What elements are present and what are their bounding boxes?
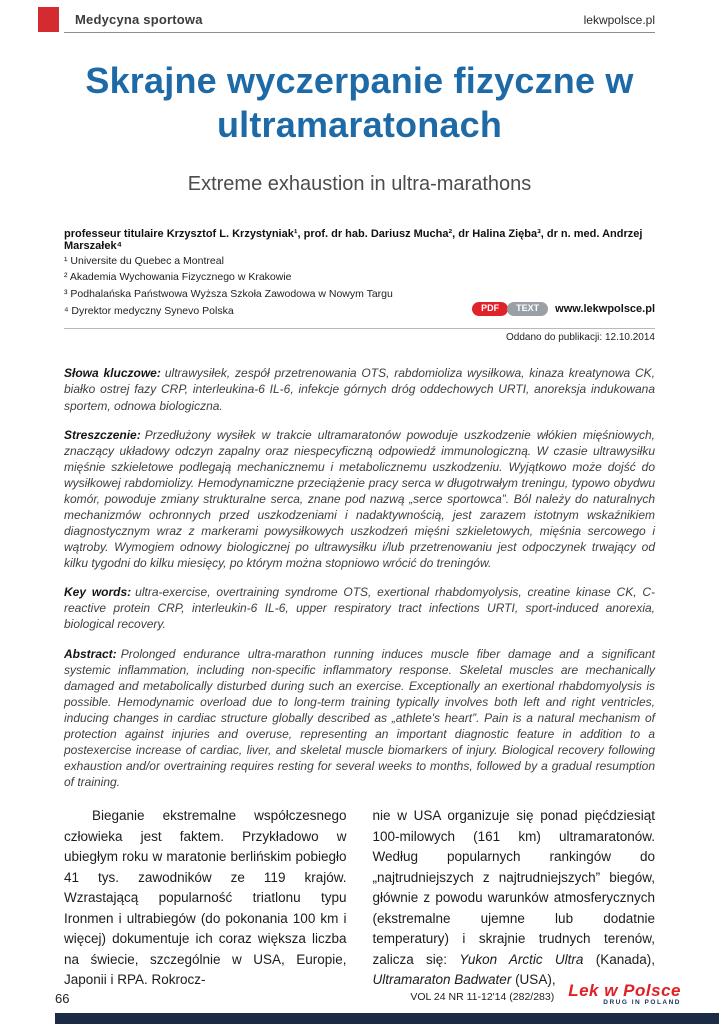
authors-block	[64, 228, 655, 319]
body-text-segment-italic: Yukon Arctic Ultra	[459, 951, 584, 967]
page-footer	[55, 982, 681, 1007]
site-link[interactable]: lekwpolsce.pl	[583, 13, 655, 27]
header-divider	[64, 32, 655, 33]
submission-date: Oddano do publikacji: 12.10.2014	[505, 332, 655, 344]
brand-red-square	[38, 7, 59, 32]
text-badge[interactable]: TEXT	[507, 302, 548, 316]
affiliation-1: ¹ Universite du Quebec a Montreal	[64, 254, 224, 267]
keywords-pl	[64, 365, 655, 413]
body-column-right	[373, 806, 656, 991]
body-text-segment: (USA),	[511, 972, 556, 988]
abstract-en-label: Abstract:	[64, 646, 117, 661]
site-url[interactable]: www.lekwpolsce.pl	[555, 303, 655, 316]
streszczenie	[64, 427, 655, 572]
bottom-navy-bar	[55, 1013, 719, 1024]
abstract-en	[64, 646, 655, 791]
abstract-en-text: Prolonged endurance ultra-marathon running induces muscle fiber damage and a significant systemic inflammation, including non-specific inflammatory response. Skeletal muscles are mechanically damaged and metabolically disturbed during such an exercise. Exceptionally an exertional rhabdomyolysis is possible. Hemodynamic overload due to long-term training typically involves both left and right ventricles, inducing changes in cardiac structure globally described as „athlete's heart”. Pain is a natural mechanism of protection against injuries and overuse, representing an important diagnostic feature in addition to a postexercise increase of cardiac, liver, and skeletal muscle biomarkers of injury. Biological recovery following exhaustion and/or overtraining requires resting for several weeks to months, followed by a gradual resumption of training.	[64, 646, 655, 790]
page-number: 66	[55, 991, 70, 1006]
keywords-en-label: Key words:	[64, 585, 132, 600]
body-paragraph-right	[373, 806, 656, 991]
page-header	[75, 12, 655, 27]
pdf-badge[interactable]: PDF	[472, 302, 508, 316]
keywords-en	[64, 584, 655, 632]
body-text-segment: nie w USA organizuje się ponad pięćdziesiąt 100-milowych (161 km) ultramaratonów. Według popularnych rankingów do „najtrudniejszych z najtrudniejszych” biegów, głównie z powodu warunków atmosferycznych (ekstremalne ujemne lub dodatnie temperatury) i skrajnie trudnych terenów, zalicza się:	[372, 808, 655, 967]
article-title: Skrajne wyczerpanie fizyczne w ultramaratonach	[85, 60, 634, 145]
keywords-en-text: ultra-exercise, overtraining syndrome OTS, exertional rhabdomyolysis, creatine kinase CK, C-reactive protein CRP, interleukin-6 IL-6, upper respiratory tract infections URTI, sport-induced anorexia, biological recovery.	[64, 585, 656, 632]
affiliation-2: ² Akademia Wychowania Fizycznego w Krakowie	[64, 271, 292, 284]
keywords-pl-text: ultrawysiłek, zespół przetrenowania OTS, rabdomioliza wysiłkowa, kinaza kreatynowa CK, białko ostrej fazy CRP, interleukina-6 IL-6, infekcje górnych dróg oddechowych URTI, anoreksja indukowana sportem, odnowa biologiczna.	[64, 366, 655, 413]
streszczenie-label: Streszczenie:	[64, 427, 141, 442]
keywords-pl-label: Słowa kluczowe:	[64, 366, 161, 381]
body-columns	[64, 806, 655, 991]
volume-info: VOL 24 NR 11-12'14 (282/283)	[410, 991, 555, 1003]
journal-logo-main: Lek w Polsce	[568, 980, 681, 1000]
submission-date-row	[64, 328, 655, 343]
authors-line: professeur titulaire Krzysztof L. Krzystyniak¹, prof. dr hab. Dariusz Mucha², dr Halina Zięba³, dr n. med. Andrzej Marszałek⁴	[64, 227, 643, 252]
streszczenie-text: Przedłużony wysiłek w trakcie ultramaratonów powoduje uszkodzenie włókien mięśniowych, znaczący układowy odczyn zapalny oraz niespecyficzną odpowiedź immunologiczną. W czasie ultrawysiłku mięśnie szkieletowe podlegają mechanicznemu i metabolicznemu uszkodzeniu. Wyjątkowo może dojść do wysiłkowej rabdomiolizy. Hemodynamiczne przeciążenie pracy serca w długotrwałym treningu, typowo obydwu komór, powoduje zmiany strukturalne serca, znane pod nazwą „serce sportowca”. Ból należy do naturalnych mechanizmów ochronnych przed uszkodzeniami i nadaktywnością, jest zarazem istotnym wskaźnikiem diagnostycznym wraz z markerami powysiłkowych uszkodzeń mięśni szkieletowych, mięśnia sercowego i wątroby. Wymogiem odnowy biologicznej po ultrawysiłku i/lub przetrenowaniu jest odpoczynek trwający od kilku tygodni do kilku miesięcy, po którym można stopniowo wrócić do treningów.	[64, 427, 655, 571]
article-subtitle: Extreme exhaustion in ultra-marathons	[187, 172, 532, 195]
body-paragraph-left: Bieganie ekstremalne współczesnego człowieka jest faktem. Przykładowo w ubiegłym roku w maratonie berlińskim pobiegło 41 tys. zawodników ze 119 krajów. Wzrastającą popularność triatlonu typu Ironmen i ultrabiegów (do pokonania 100 km i więcej) dokumentuje ich coraz większa liczba na świecie, szczególnie w USA, Europie, Japonii i RPA. Rokrocz-	[64, 808, 347, 988]
body-text-segment-italic: Ultramaraton Badwater	[372, 972, 512, 988]
section-label: Medycyna sportowa	[75, 12, 203, 27]
journal-logo-tagline: DRUG IN POLAND	[603, 998, 681, 1006]
affiliation-3: ³ Podhalańska Państwowa Wyższa Szkoła Zawodowa w Nowym Targu	[64, 288, 393, 301]
body-column-left	[64, 806, 347, 991]
affiliation-4: ⁴ Dyrektor medyczny Synevo Polska	[64, 304, 234, 317]
journal-logo	[568, 982, 681, 1007]
body-text-segment: (Kanada),	[583, 951, 656, 967]
format-badges	[472, 302, 655, 316]
footer-right	[410, 982, 681, 1007]
